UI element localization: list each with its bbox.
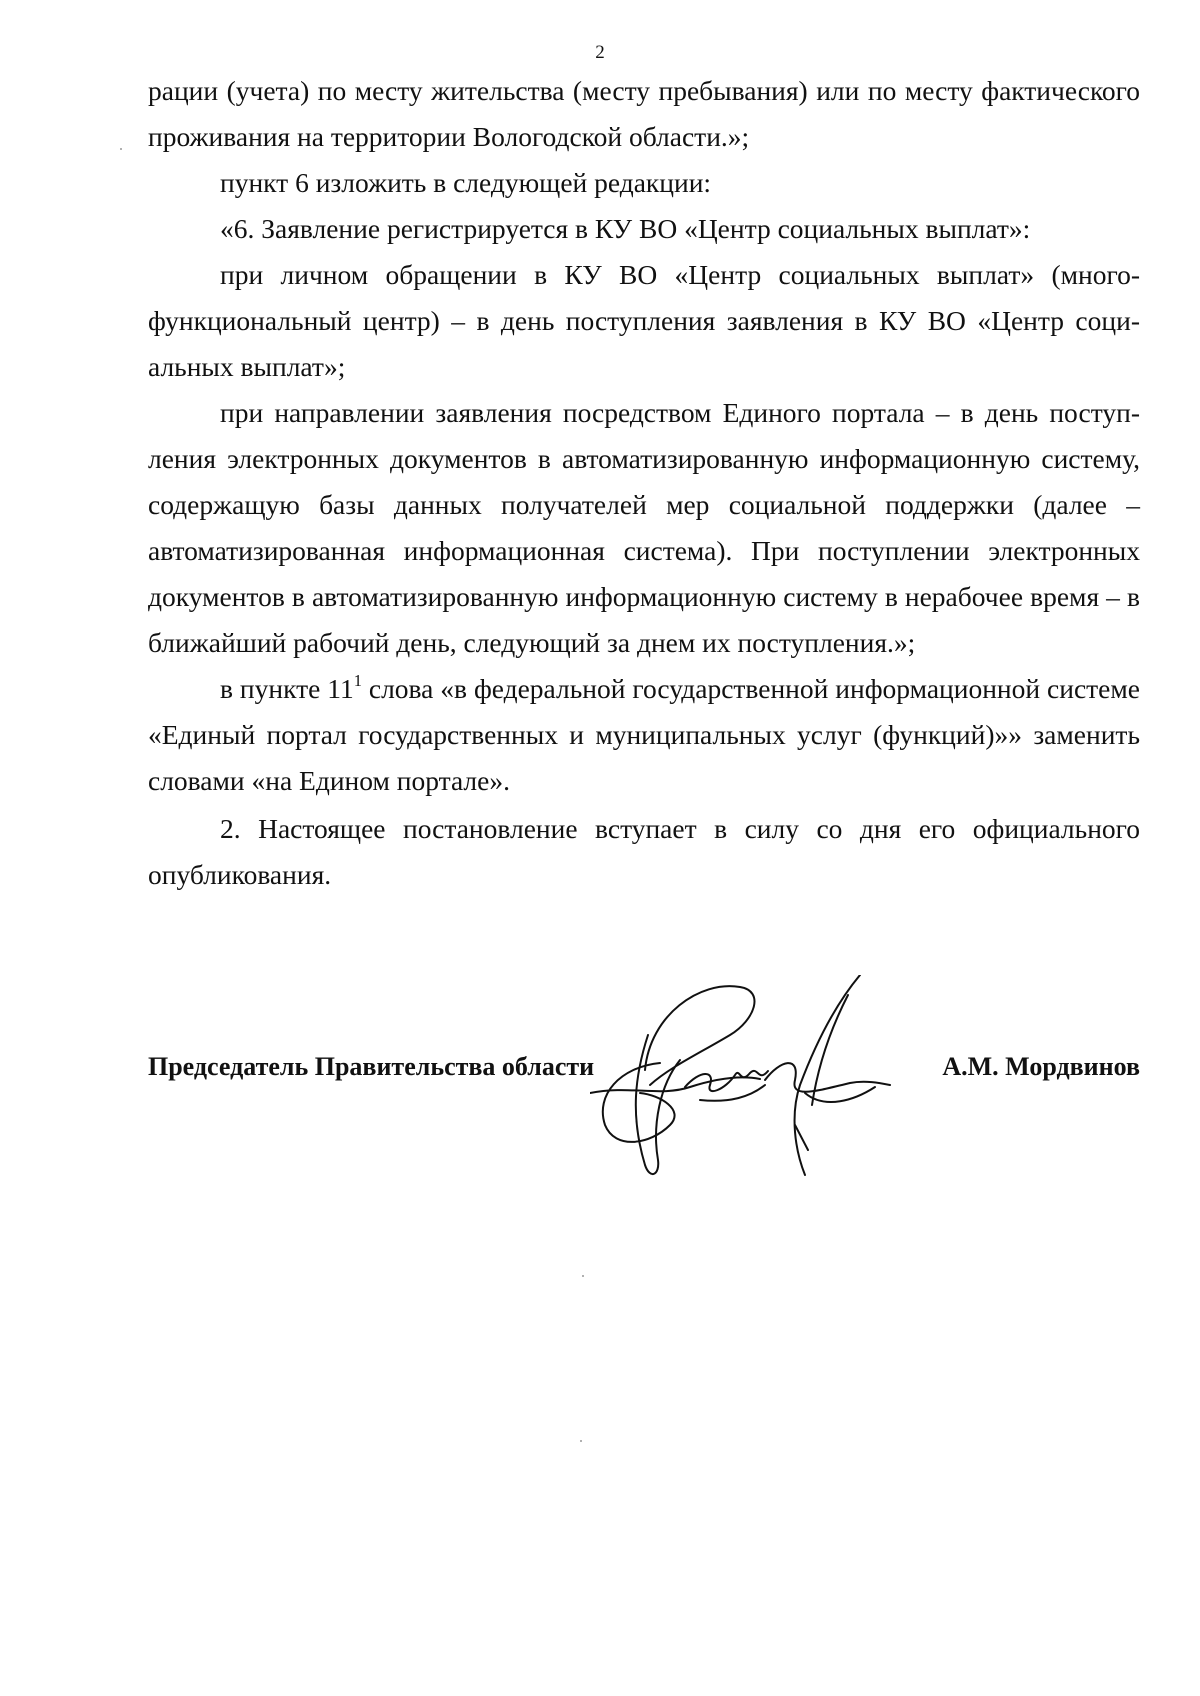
paragraph-punkt-6-text: «6. Заявление регистрируется в КУ ВО «Центр социальных выплат»: <box>220 213 1031 244</box>
signatory-title: Председатель Правительства области <box>148 1052 595 1081</box>
document-body <box>148 68 1140 898</box>
paragraph-portal-submission: при направлении заявления посредством Единого портала – в день поступления электронных документов в автоматизированную информационную систему, содержащую базы данных получателей мер социальной поддержки (далее – автоматизированная информационная система). При поступлении электронных документов в автоматизированную информационную систему в нерабочее время – в ближайший рабочий день, следующий за днем их поступления.»; <box>148 397 1140 658</box>
paragraph-punkt-11 <box>148 666 1140 804</box>
punkt-11-superscript: 1 <box>353 670 362 690</box>
scan-speck <box>580 1440 582 1442</box>
paragraph-personal-visit: при личном обращении в КУ ВО «Центр социальных выплат» (многофункциональный центр) – в день поступления заявления в КУ ВО «Центр социальных выплат»; <box>148 259 1140 382</box>
scan-speck <box>582 1275 584 1277</box>
punkt-11-before: в пункте 11 <box>220 673 354 704</box>
signatory-name: А.М. Мордвинов <box>942 1052 1140 1081</box>
paragraph-entry-into-force: 2. Настоящее постановление вступает в силу со дня его официального опубликования. <box>148 813 1140 890</box>
punkt-11-after: слова «в федеральной государственной информационной системе «Единый портал государственных и муниципальных услуг (функций)»» заменить словами «на Едином портале». <box>148 673 1140 796</box>
paragraph-continuation: рации (учета) по месту жительства (месту пребывания) или по месту фактического проживания на территории Вологодской области.»; <box>148 75 1140 152</box>
paragraph-punkt-6-intro: пункт 6 изложить в следующей редакции: <box>220 167 712 198</box>
page-number: 2 <box>595 42 605 63</box>
scan-speck <box>120 148 122 150</box>
handwritten-signature <box>590 975 950 1190</box>
